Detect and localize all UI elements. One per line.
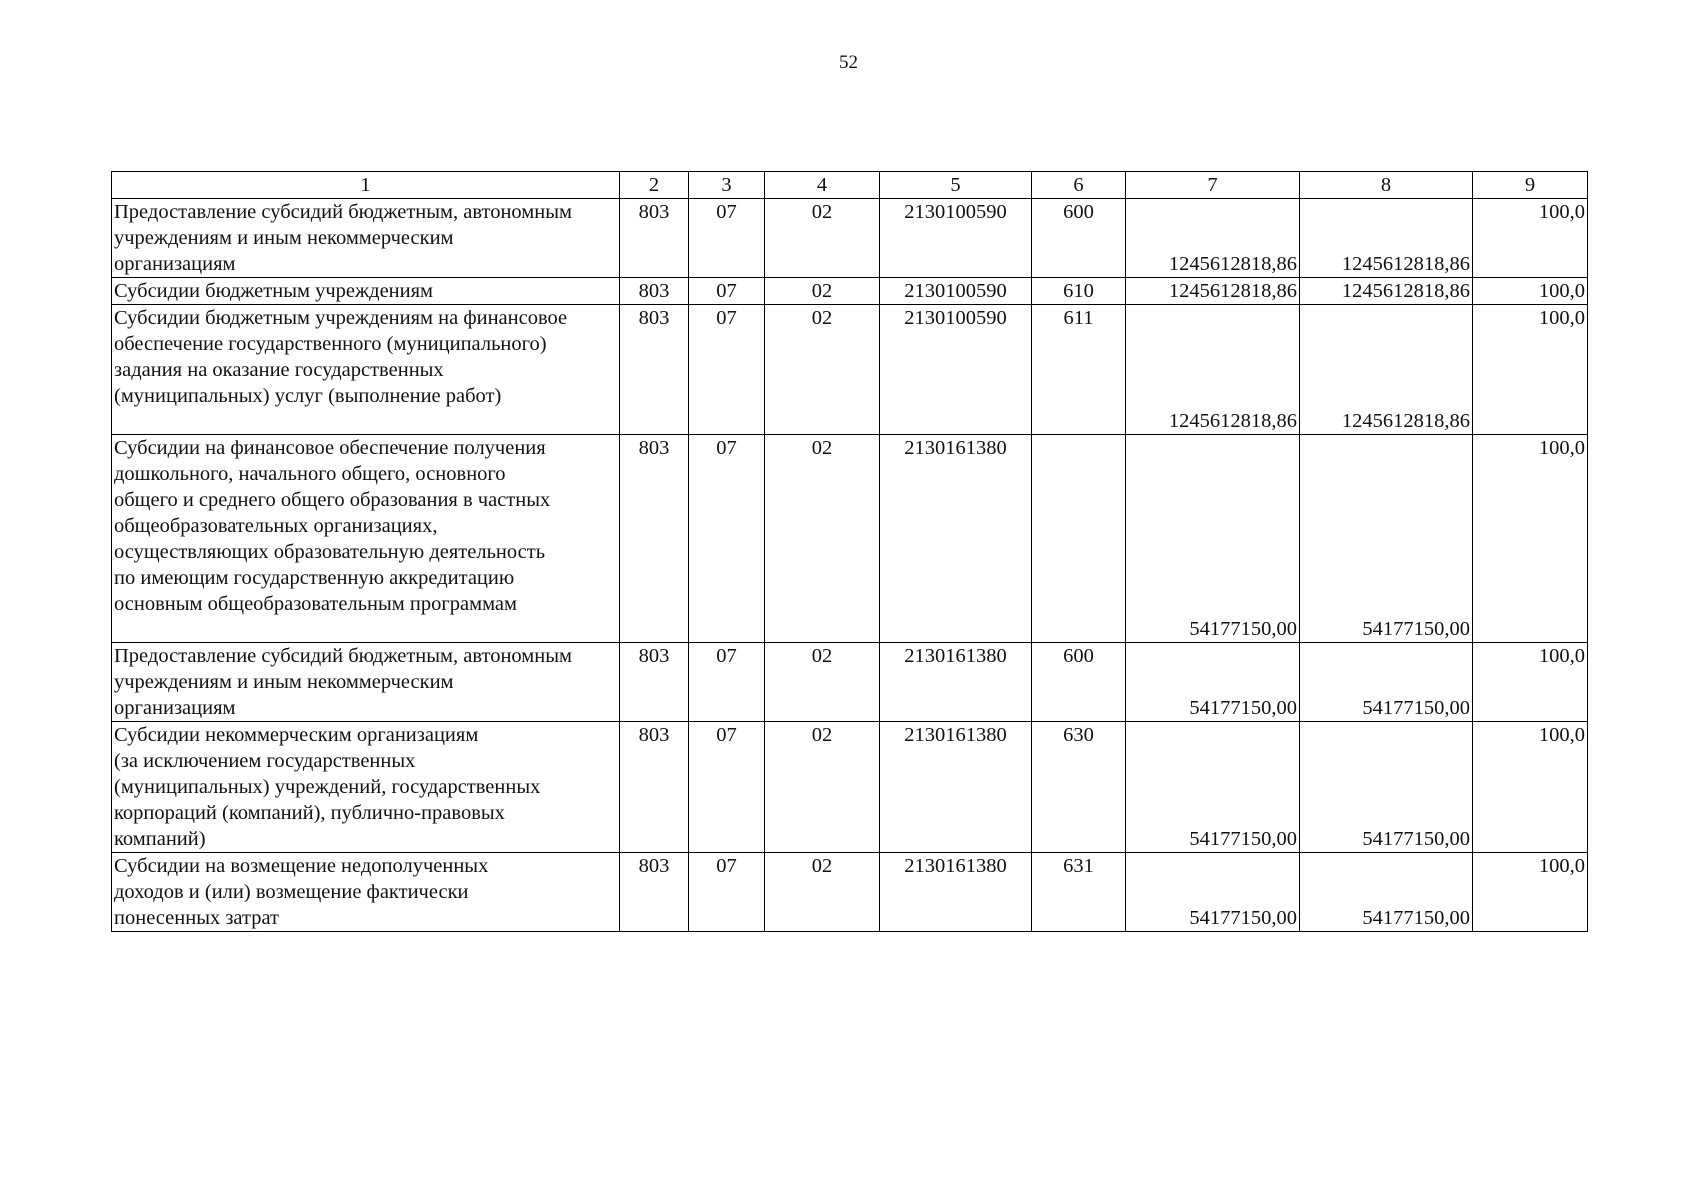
cell-expense-type: 630 — [1032, 722, 1126, 853]
cell-expense-type: 600 — [1032, 643, 1126, 722]
cell-section: 07 — [689, 722, 765, 853]
cell-approved-amount: 1245612818,86 — [1126, 278, 1300, 305]
cell-subsection: 02 — [765, 305, 880, 435]
cell-section: 07 — [689, 853, 765, 932]
cell-approved-amount: 54177150,00 — [1126, 435, 1300, 643]
cell-percent-executed: 100,0 — [1473, 643, 1588, 722]
cell-percent-executed: 100,0 — [1473, 199, 1588, 278]
cell-target-article: 2130100590 — [880, 278, 1032, 305]
table-header-row — [112, 172, 1588, 199]
cell-approved-amount: 54177150,00 — [1126, 853, 1300, 932]
header-cell: 8 — [1300, 172, 1473, 199]
cell-target-article: 2130100590 — [880, 305, 1032, 435]
cell-executed-amount: 1245612818,86 — [1300, 305, 1473, 435]
table-row — [112, 643, 1588, 722]
cell-section: 07 — [689, 305, 765, 435]
cell-executed-amount: 1245612818,86 — [1300, 199, 1473, 278]
cell-ministry-code: 803 — [620, 199, 689, 278]
cell-percent-executed: 100,0 — [1473, 722, 1588, 853]
table-row — [112, 278, 1588, 305]
cell-executed-amount: 54177150,00 — [1300, 722, 1473, 853]
cell-section: 07 — [689, 643, 765, 722]
cell-ministry-code: 803 — [620, 853, 689, 932]
header-cell: 7 — [1126, 172, 1300, 199]
cell-target-article: 2130100590 — [880, 199, 1032, 278]
cell-subsection: 02 — [765, 643, 880, 722]
cell-ministry-code: 803 — [620, 305, 689, 435]
table-body — [112, 172, 1588, 932]
cell-target-article: 2130161380 — [880, 853, 1032, 932]
header-cell: 3 — [689, 172, 765, 199]
cell-ministry-code: 803 — [620, 643, 689, 722]
row-description: Предоставление субсидий бюджетным, автономным учреждениям и иным некоммерческим организациям — [112, 199, 620, 278]
cell-approved-amount: 1245612818,86 — [1126, 199, 1300, 278]
cell-percent-executed: 100,0 — [1473, 435, 1588, 643]
cell-approved-amount: 1245612818,86 — [1126, 305, 1300, 435]
cell-approved-amount: 54177150,00 — [1126, 722, 1300, 853]
page-number: 52 — [839, 52, 858, 73]
cell-section: 07 — [689, 278, 765, 305]
cell-percent-executed: 100,0 — [1473, 305, 1588, 435]
header-cell: 2 — [620, 172, 689, 199]
cell-subsection: 02 — [765, 722, 880, 853]
cell-subsection: 02 — [765, 278, 880, 305]
row-description: Субсидии бюджетным учреждениям — [112, 278, 620, 305]
cell-executed-amount: 54177150,00 — [1300, 435, 1473, 643]
row-description: Субсидии бюджетным учреждениям на финансовое обеспечение государственного (муниципального) задания на оказание государственных (муниципальных) услуг (выполнение работ) — [112, 305, 620, 435]
cell-ministry-code: 803 — [620, 722, 689, 853]
cell-expense-type: 611 — [1032, 305, 1126, 435]
row-description: Предоставление субсидий бюджетным, автономным учреждениям и иным некоммерческим организациям — [112, 643, 620, 722]
table-row — [112, 199, 1588, 278]
header-cell: 1 — [112, 172, 620, 199]
table-row — [112, 435, 1588, 643]
row-description: Субсидии некоммерческим организациям (за исключением государственных (муниципальных) учреждений, государственных корпораций (компаний), публично-правовых компаний) — [112, 722, 620, 853]
row-description: Субсидии на финансовое обеспечение получения дошкольного, начального общего, основного общего и среднего общего образования в частных общеобразовательных организациях, осуществляющих образовательную деятельность по имеющим государственную аккредитацию основным общеобразовательным программам — [112, 435, 620, 643]
header-cell: 4 — [765, 172, 880, 199]
cell-expense-type: 600 — [1032, 199, 1126, 278]
cell-section: 07 — [689, 199, 765, 278]
cell-percent-executed: 100,0 — [1473, 853, 1588, 932]
cell-approved-amount: 54177150,00 — [1126, 643, 1300, 722]
header-cell: 9 — [1473, 172, 1588, 199]
cell-executed-amount: 54177150,00 — [1300, 853, 1473, 932]
cell-target-article: 2130161380 — [880, 435, 1032, 643]
cell-subsection: 02 — [765, 435, 880, 643]
table-row — [112, 305, 1588, 435]
cell-target-article: 2130161380 — [880, 722, 1032, 853]
budget-table — [111, 171, 1588, 932]
cell-target-article: 2130161380 — [880, 643, 1032, 722]
cell-expense-type: 631 — [1032, 853, 1126, 932]
cell-section: 07 — [689, 435, 765, 643]
cell-subsection: 02 — [765, 199, 880, 278]
header-cell: 5 — [880, 172, 1032, 199]
row-description: Субсидии на возмещение недополученных доходов и (или) возмещение фактически понесенных затрат — [112, 853, 620, 932]
cell-subsection: 02 — [765, 853, 880, 932]
cell-expense-type — [1032, 435, 1126, 643]
cell-ministry-code: 803 — [620, 435, 689, 643]
header-cell: 6 — [1032, 172, 1126, 199]
cell-executed-amount: 1245612818,86 — [1300, 278, 1473, 305]
cell-executed-amount: 54177150,00 — [1300, 643, 1473, 722]
table-row — [112, 853, 1588, 932]
cell-ministry-code: 803 — [620, 278, 689, 305]
cell-expense-type: 610 — [1032, 278, 1126, 305]
table-row — [112, 722, 1588, 853]
cell-percent-executed: 100,0 — [1473, 278, 1588, 305]
